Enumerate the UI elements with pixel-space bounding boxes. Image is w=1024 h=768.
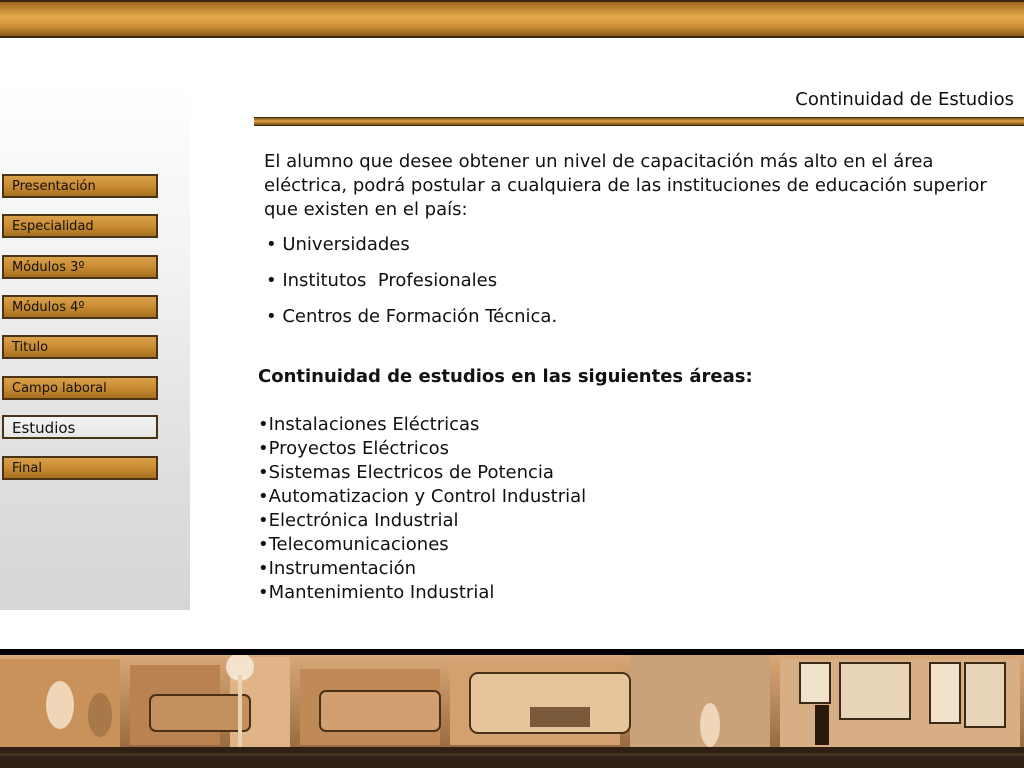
list-item: •Mantenimiento Industrial bbox=[258, 582, 495, 603]
nav-item-modulos-4[interactable]: Módulos 4º bbox=[2, 295, 158, 319]
list-item: •Automatizacion y Control Industrial bbox=[258, 486, 587, 507]
street-scene-image bbox=[0, 655, 1024, 768]
page-title: Continuidad de Estudios bbox=[795, 89, 1014, 110]
intro-paragraph: El alumno que desee obtener un nivel de capacitación más alto en el área eléctrica, podrá postular a cualquiera de las instituciones de educación superior que existen en el país: bbox=[264, 151, 987, 220]
list-item: • Universidades bbox=[266, 234, 410, 255]
top-decorative-bar bbox=[0, 0, 1024, 38]
nav-item-titulo[interactable]: Titulo bbox=[2, 335, 158, 359]
areas-list bbox=[258, 413, 586, 605]
nav-item-presentacion[interactable]: Presentación bbox=[2, 174, 158, 198]
institutions-list bbox=[266, 233, 557, 341]
nav-item-final[interactable]: Final bbox=[2, 456, 158, 480]
areas-heading: Continuidad de estudios en las siguientes áreas: bbox=[258, 366, 753, 387]
bottom-photo-banner bbox=[0, 649, 1024, 768]
list-item: •Instrumentación bbox=[258, 558, 417, 579]
list-item: •Electrónica Industrial bbox=[258, 510, 459, 531]
title-divider bbox=[254, 117, 1024, 126]
list-item: •Telecomunicaciones bbox=[258, 534, 449, 555]
list-item: •Instalaciones Eléctricas bbox=[258, 414, 480, 435]
nav-item-campo-laboral[interactable]: Campo laboral bbox=[2, 376, 158, 400]
list-item: • Institutos Profesionales bbox=[266, 270, 498, 291]
nav-item-modulos-3[interactable]: Módulos 3º bbox=[2, 255, 158, 279]
list-item: •Sistemas Electricos de Potencia bbox=[258, 462, 554, 483]
nav-item-especialidad[interactable]: Especialidad bbox=[2, 214, 158, 238]
list-item: •Proyectos Eléctricos bbox=[258, 438, 450, 459]
nav-item-estudios[interactable]: Estudios bbox=[2, 415, 158, 439]
list-item: • Centros de Formación Técnica. bbox=[266, 306, 558, 327]
